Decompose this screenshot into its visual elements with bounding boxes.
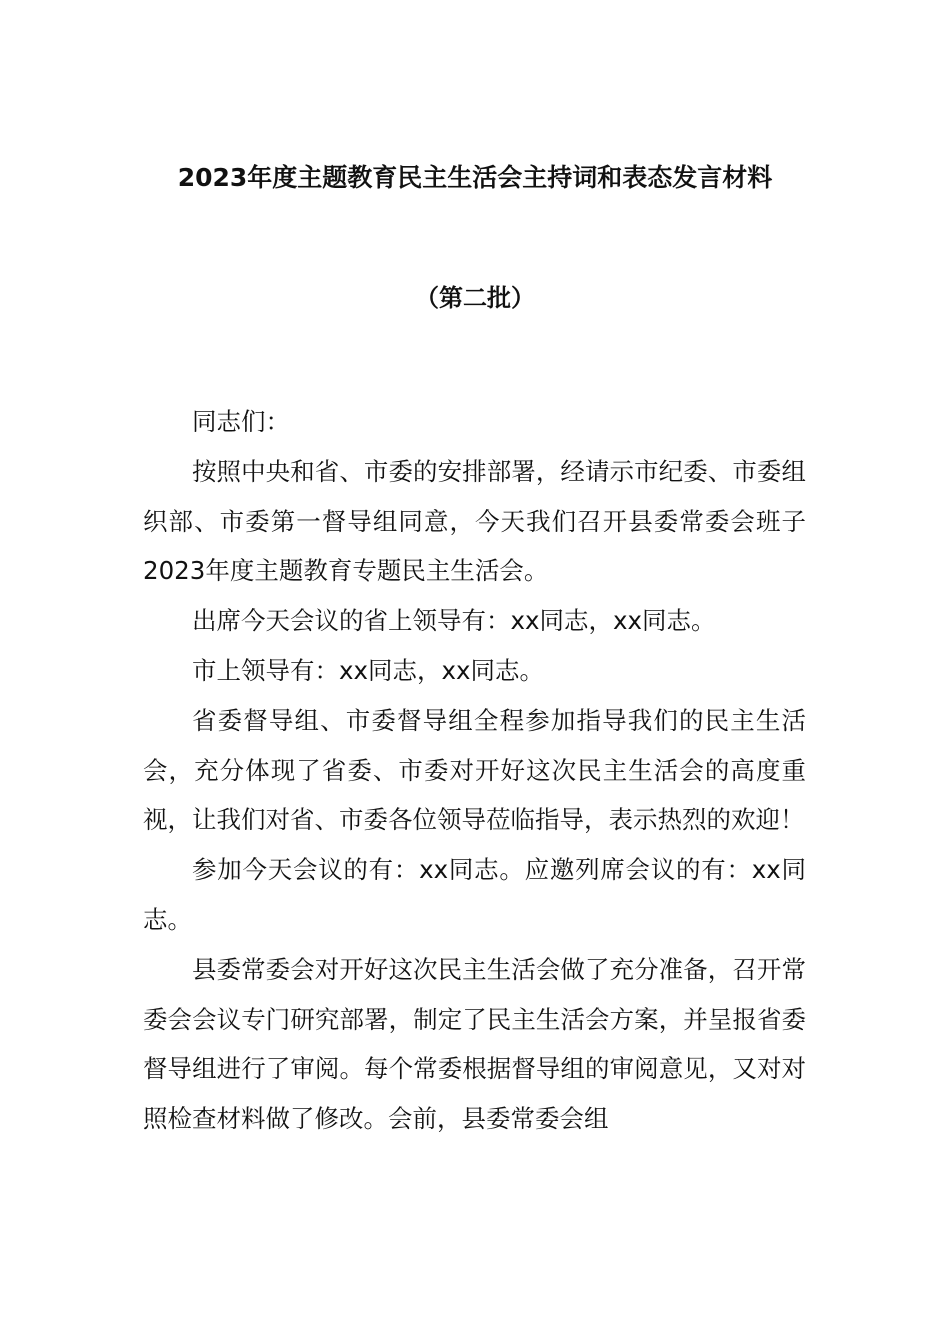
paragraph-greeting: 同志们： (192, 407, 290, 436)
paragraph: 参加今天会议的有：xx同志。应邀列席会议的有：xx同志。 (143, 855, 806, 934)
paragraph: 市上领导有：xx同志，xx同志。 (192, 655, 544, 685)
paragraph: 县委常委会对开好这次民主生活会做了充分准备，召开常委会会议专门研究部署，制定了民主生活会方案，并呈报省委督导组进行了审阅。每个常委根据督导组的审阅意见，又对对照检查材料做了修改。会前，县委常委会组 (143, 954, 806, 1134)
paragraph: 出席今天会议的省上领导有：xx同志，xx同志。 (192, 606, 716, 636)
document-subtitle: （第二批） (415, 284, 535, 312)
paragraph: 按照中央和省、市委的安排部署，经请示市纪委、市委组织部、市委第一督导组同意，今天我们召开县委常委会班子2023年度主题教育专题民主生活会。 (143, 456, 806, 586)
paragraph: 省委督导组、市委督导组全程参加指导我们的民主生活会，充分体现了省委、市委对开好这次民主生活会的高度重视，让我们对省、市委各位领导莅临指导，表示热烈的欢迎！ (143, 705, 806, 835)
document-title: 2023年度主题教育民主生活会主持词和表态发言材料 (177, 163, 773, 192)
document-body (143, 397, 806, 1144)
